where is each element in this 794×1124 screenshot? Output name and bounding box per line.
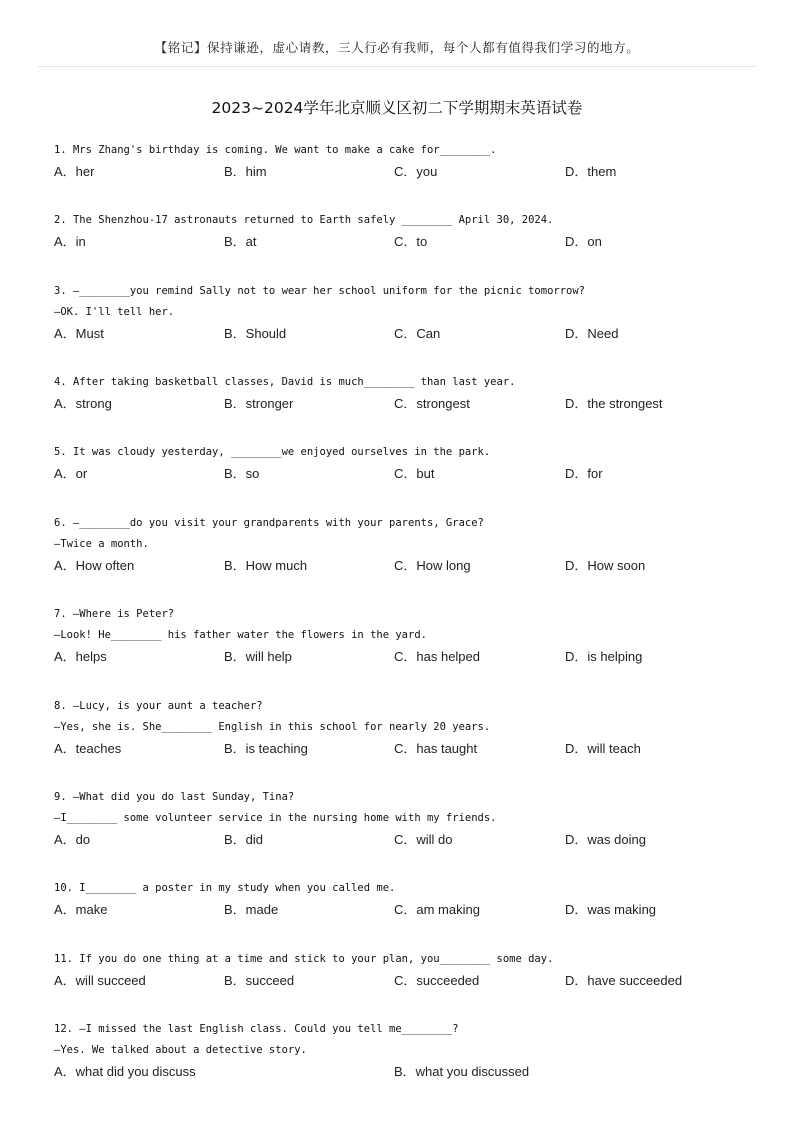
question-12 xyxy=(54,1019,754,1083)
answer-options xyxy=(54,161,754,183)
option-c[interactable]: C．has taught xyxy=(394,741,478,756)
option-c[interactable]: C．has helped xyxy=(394,649,480,664)
option-c[interactable]: C．to xyxy=(394,234,428,249)
question-7 xyxy=(54,604,754,668)
question-stem-reply: —I________ some volunteer service in the nursing home with my friends. xyxy=(54,812,497,824)
question-stem: 9. —What did you do last Sunday, Tina? xyxy=(54,791,295,803)
option-d[interactable]: D．on xyxy=(565,234,602,249)
question-3 xyxy=(54,281,754,345)
option-b[interactable]: B．him xyxy=(224,164,267,179)
option-a[interactable]: A．what did you discuss xyxy=(54,1064,196,1079)
page-title: 2023~2024学年北京顺义区初二下学期期末英语试卷 xyxy=(211,99,583,117)
option-a[interactable]: A．will succeed xyxy=(54,973,146,988)
answer-options xyxy=(54,738,754,760)
question-4 xyxy=(54,372,754,415)
option-b[interactable]: B．will help xyxy=(224,649,292,664)
option-d[interactable]: D．the strongest xyxy=(565,396,663,411)
option-c[interactable]: C．will do xyxy=(394,832,453,847)
option-b[interactable]: B．at xyxy=(224,234,257,249)
question-1 xyxy=(54,140,754,183)
question-stem-reply: —Twice a month. xyxy=(54,538,149,550)
answer-options xyxy=(54,555,754,577)
question-stem: 12. —I missed the last English class. Could you tell me________? xyxy=(54,1023,459,1035)
answer-options xyxy=(54,1061,754,1083)
question-stem-reply: —Look! He________ his father water the flowers in the yard. xyxy=(54,629,427,641)
question-6 xyxy=(54,513,754,577)
option-d[interactable]: D．How soon xyxy=(565,558,646,573)
question-stem: 2. The Shenzhou-17 astronauts returned to Earth safely ________ April 30, 2024. xyxy=(54,214,554,226)
option-a[interactable]: A．do xyxy=(54,832,91,847)
option-d[interactable]: D．was making xyxy=(565,902,657,917)
question-9 xyxy=(54,787,754,851)
option-a[interactable]: A．her xyxy=(54,164,95,179)
answer-options xyxy=(54,231,754,253)
header-divider xyxy=(38,66,756,67)
option-c[interactable]: C．you xyxy=(394,164,438,179)
question-stem: 6. —________do you visit your grandparents with your parents, Grace? xyxy=(54,517,484,529)
option-a[interactable]: A．make xyxy=(54,902,108,917)
option-d[interactable]: D．is helping xyxy=(565,649,643,664)
answer-options xyxy=(54,829,754,851)
question-stem-reply: —Yes. We talked about a detective story. xyxy=(54,1044,307,1056)
answer-options xyxy=(54,463,754,485)
option-a[interactable]: A．strong xyxy=(54,396,112,411)
question-stem: 1. Mrs Zhang's birthday is coming. We want to make a cake for________. xyxy=(54,144,497,156)
option-b[interactable]: B．stronger xyxy=(224,396,294,411)
option-c[interactable]: C．but xyxy=(394,466,435,481)
option-d[interactable]: D．Need xyxy=(565,326,619,341)
option-b[interactable]: B．did xyxy=(224,832,264,847)
option-c[interactable]: C．succeeded xyxy=(394,973,480,988)
question-5 xyxy=(54,442,754,485)
option-a[interactable]: A．or xyxy=(54,466,88,481)
option-a[interactable]: A．in xyxy=(54,234,86,249)
option-d[interactable]: D．for xyxy=(565,466,603,481)
question-10 xyxy=(54,878,754,921)
question-stem: 3. —________you remind Sally not to wear her school uniform for the picnic tomorrow? xyxy=(54,285,586,297)
answer-options xyxy=(54,646,754,668)
question-stem: 4. After taking basketball classes, David is much________ than last year. xyxy=(54,376,516,388)
question-8 xyxy=(54,696,754,760)
question-stem: 5. It was cloudy yesterday, ________we enjoyed ourselves in the park. xyxy=(54,446,491,458)
option-b[interactable]: B．is teaching xyxy=(224,741,308,756)
answer-options xyxy=(54,899,754,921)
option-a[interactable]: A．teaches xyxy=(54,741,122,756)
question-2 xyxy=(54,210,754,253)
question-11 xyxy=(54,949,754,992)
question-stem: 10. I________ a poster in my study when you called me. xyxy=(54,882,396,894)
option-b[interactable]: B．what you discussed xyxy=(394,1064,530,1079)
question-stem-reply: —Yes, she is. She________ English in this school for nearly 20 years. xyxy=(54,721,491,733)
option-d[interactable]: D．was doing xyxy=(565,832,646,847)
option-a[interactable]: A．helps xyxy=(54,649,107,664)
answer-options xyxy=(54,393,754,415)
answer-options xyxy=(54,970,754,992)
option-a[interactable]: A．How often xyxy=(54,558,135,573)
answer-options xyxy=(54,323,754,345)
option-d[interactable]: D．have succeeded xyxy=(565,973,683,988)
question-stem-reply: —OK. I'll tell her. xyxy=(54,306,175,318)
option-c[interactable]: C．strongest xyxy=(394,396,470,411)
question-stem: 11. If you do one thing at a time and stick to your plan, you________ some day. xyxy=(54,953,554,965)
option-c[interactable]: C．How long xyxy=(394,558,471,573)
option-d[interactable]: D．will teach xyxy=(565,741,641,756)
question-stem: 8. —Lucy, is your aunt a teacher? xyxy=(54,700,263,712)
option-d[interactable]: D．them xyxy=(565,164,617,179)
option-b[interactable]: B．made xyxy=(224,902,279,917)
header-motto: 【铭记】保持谦逊，虚心请教，三人行必有我师，每个人都有值得我们学习的地方。 xyxy=(154,40,640,55)
option-b[interactable]: B．succeed xyxy=(224,973,295,988)
option-b[interactable]: B．so xyxy=(224,466,260,481)
option-b[interactable]: B．How much xyxy=(224,558,308,573)
question-stem: 7. —Where is Peter? xyxy=(54,608,175,620)
option-b[interactable]: B．Should xyxy=(224,326,287,341)
option-c[interactable]: C．am making xyxy=(394,902,480,917)
option-c[interactable]: C．Can xyxy=(394,326,441,341)
option-a[interactable]: A．Must xyxy=(54,326,104,341)
